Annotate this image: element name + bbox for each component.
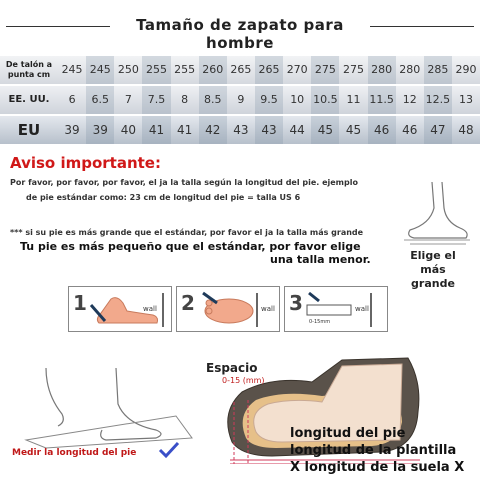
table-cell: 6.5 (86, 86, 114, 114)
table-cell: 245 (86, 56, 114, 84)
notice-line-3: *** si su pie es más grande que el estándar, por favor el ja la talla más grande (10, 228, 364, 237)
table-cell: 280 (368, 56, 396, 84)
table-cell: 44 (289, 123, 305, 137)
table-row-eu (0, 116, 480, 144)
table-cell: 255 (142, 56, 170, 84)
step-1-number: 1 (73, 291, 87, 315)
table-cell: 8.5 (199, 86, 227, 114)
table-cell: 9.5 (255, 86, 283, 114)
step-3-box (284, 286, 388, 332)
table-cell: 43 (255, 116, 283, 144)
table-cell: 265 (230, 63, 252, 76)
table-cell: 12 (402, 93, 417, 106)
table-cell: 12.5 (424, 86, 452, 114)
step-3-ruler-icon (303, 289, 387, 329)
table-cell: 9 (237, 93, 245, 106)
table-cell: 47 (424, 116, 452, 144)
foot-sketch-icon (400, 178, 472, 248)
table-cell: 46 (402, 123, 418, 137)
foot-length-label: longitud del pie (290, 426, 406, 441)
table-cell: 285 (424, 56, 452, 84)
table-cell: 7 (124, 93, 132, 106)
step-2-box (176, 286, 280, 332)
step-3-wall-label: wall (355, 305, 369, 313)
space-range-label: 0-15 (mm) (222, 376, 265, 385)
table-cell: 270 (286, 63, 308, 76)
table-cell: 39 (64, 123, 80, 137)
table-cell: 255 (174, 63, 196, 76)
table-cell: 280 (399, 63, 421, 76)
page-title: Tamaño de zapato para hombre (110, 16, 370, 52)
table-cell: 43 (233, 123, 249, 137)
table-cell: 265 (255, 56, 283, 84)
step-1-foot-icon (87, 289, 171, 329)
title-rule-right (370, 26, 474, 27)
space-label: Espacio (206, 361, 258, 375)
notice-line-4: Tu pie es más pequeño que el estándar, por favor elige (20, 240, 361, 253)
title-bar (0, 14, 480, 52)
table-cell: 41 (142, 116, 170, 144)
table-cell: 290 (455, 63, 477, 76)
step-1-wall-label: wall (143, 305, 157, 313)
table-cell: 250 (117, 63, 139, 76)
table-cell: 8 (181, 93, 189, 106)
step-1-box (68, 286, 172, 332)
table-cell: 7.5 (142, 86, 170, 114)
notice-line-5: una talla menor. (270, 253, 371, 266)
table-cell: 39 (86, 116, 114, 144)
table-cell: 46 (368, 116, 396, 144)
table-cell: 11 (346, 93, 361, 106)
notice-line-2: de pie estándar como: 23 cm de longitud del pie = talla US 6 (26, 193, 301, 202)
table-cell: 10.5 (311, 86, 339, 114)
step-2-foot-icon (195, 289, 279, 329)
table-cell: 275 (342, 63, 364, 76)
sole-length-label: X longitud de la suela X (290, 460, 465, 475)
table-row-cm (0, 56, 480, 84)
choose-bigger-label: Elige el más grande (410, 249, 456, 290)
measure-label: Medir la longitud del pie (12, 448, 137, 458)
table-cell: 260 (199, 56, 227, 84)
table-row-us (0, 86, 480, 114)
table-cell: 40 (120, 123, 136, 137)
table-cell: 6 (68, 93, 76, 106)
table-cell: 13 (459, 93, 474, 106)
row-label-eu: EU (17, 121, 41, 139)
table-cell: 275 (311, 56, 339, 84)
row-label-us: EE. UU. (8, 94, 50, 105)
table-cell: 45 (345, 123, 362, 137)
row-label-cm: De talón a punta cm (5, 60, 53, 79)
step-2-number: 2 (181, 291, 195, 315)
notice-title: Aviso importante: (10, 154, 161, 172)
step-2-wall-label: wall (261, 305, 275, 313)
table-cell: 42 (199, 116, 227, 144)
title-rule-left (6, 26, 110, 27)
table-cell: 41 (176, 123, 193, 137)
step-3-number: 3 (289, 291, 303, 315)
step-3-scale: 0-15mm (309, 319, 331, 325)
table-cell: 10 (290, 93, 305, 106)
checkmark-icon (158, 441, 180, 459)
table-cell: 11.5 (368, 86, 396, 114)
measure-sketch-icon (6, 364, 196, 450)
table-cell: 48 (458, 123, 474, 137)
table-cell: 45 (311, 116, 339, 144)
table-cell: 245 (61, 63, 83, 76)
notice-line-1: Por favor, por favor, por favor, el ja la talla según la longitud del pie. ejemplo (10, 178, 358, 187)
insole-length-label: longitud de la plantilla (290, 443, 457, 458)
